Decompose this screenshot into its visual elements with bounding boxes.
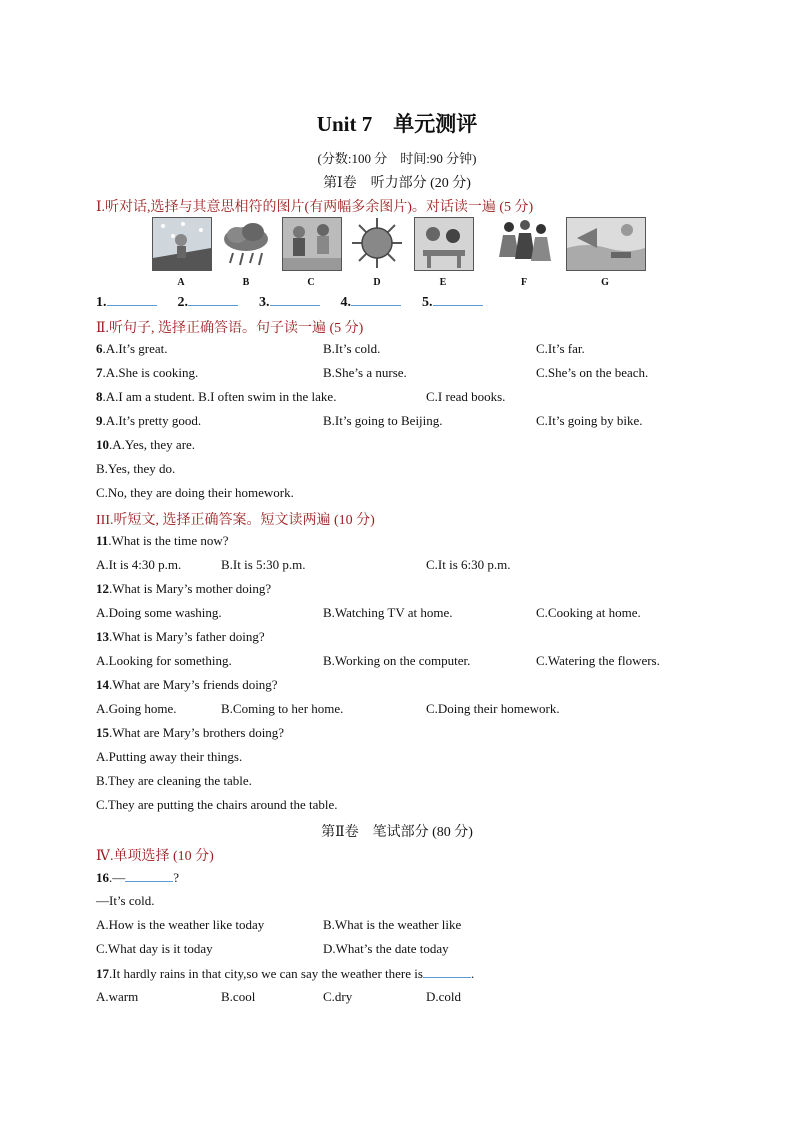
sun-icon xyxy=(348,217,406,269)
question-17-blank[interactable] xyxy=(423,965,471,978)
question-14-option-b: B.Coming to her home. xyxy=(221,701,344,716)
answer-blank-5[interactable] xyxy=(433,293,483,306)
question-9-option-c: C.It’s going by bike. xyxy=(536,413,643,428)
picture-label-b: B xyxy=(242,277,250,288)
question-13-option-b: B.Working on the computer. xyxy=(323,653,471,668)
section-one-heading: Ⅰ.听对话,选择与其意思相符的图片(有两幅多余图片)。对话读一遍 (5 分) xyxy=(96,200,534,215)
question-17-option-a: A.warm xyxy=(96,989,139,1004)
question-17: 17.It hardly rains in that city,so we can say the weather there is . xyxy=(96,966,475,981)
section-three-heading: III.听短文, 选择正确答案。短文读两遍 (10 分) xyxy=(96,513,375,528)
question-12-option-c: C.Cooking at home. xyxy=(536,605,641,620)
question-14-option-a: A.Going home. xyxy=(96,701,177,716)
question-13-option-a: A.Looking for something. xyxy=(96,653,232,668)
question-11-option-b: B.It is 5:30 p.m. xyxy=(221,557,306,572)
question-11-option-a: A.It is 4:30 p.m. xyxy=(96,557,182,572)
question-13: 13.What is Mary’s father doing? xyxy=(96,629,265,644)
question-15-option-c: C.They are putting the chairs around the table. xyxy=(96,797,338,812)
score-time-info: (分数:100 分 时间:90 分钟) xyxy=(317,151,477,166)
part-one-heading: 第Ⅰ卷 听力部分 (20 分) xyxy=(323,176,471,191)
question-10-option-b: B.Yes, they do. xyxy=(96,461,176,476)
question-9: 9.A.It’s pretty good. xyxy=(96,413,202,428)
question-7-option-c: C.She’s on the beach. xyxy=(536,365,649,380)
question-6: 6.A.It’s great. xyxy=(96,341,168,356)
question-6-option-c: C.It’s far. xyxy=(536,341,585,356)
question-8: 8.A.I am a student. B.I often swim in the lake. xyxy=(96,389,337,404)
answer-blank-3[interactable] xyxy=(270,293,320,306)
question-16: 16.— ? xyxy=(96,870,180,885)
rain-cloud-icon xyxy=(217,217,275,269)
question-12: 12.What is Mary’s mother doing? xyxy=(96,581,272,596)
question-16-option-c: C.What day is it today xyxy=(96,941,213,956)
question-16-option-a: A.How is the weather like today xyxy=(96,917,265,932)
snow-scene-icon xyxy=(152,217,212,271)
question-11-option-c: C.It is 6:30 p.m. xyxy=(426,557,511,572)
question-12-option-b: B.Watching TV at home. xyxy=(323,605,453,620)
beach-icon xyxy=(566,217,646,271)
part-two-heading: 第Ⅱ卷 笔试部分 (80 分) xyxy=(321,825,473,840)
picture-label-d: D xyxy=(373,277,381,288)
question-10: 10.A.Yes, they are. xyxy=(96,437,196,452)
answer-blanks-row: 1. 2. 3. 4. 5. xyxy=(96,293,483,311)
question-15-option-b: B.They are cleaning the table. xyxy=(96,773,252,788)
question-16-option-d: D.What’s the date today xyxy=(323,941,449,956)
question-16-reply: —It’s cold. xyxy=(96,893,155,908)
section-two-heading: Ⅱ.听句子, 选择正确答语。句子读一遍 (5 分) xyxy=(96,321,364,336)
question-17-option-d: D.cold xyxy=(426,989,462,1004)
question-14-option-c: C.Doing their homework. xyxy=(426,701,560,716)
question-15: 15.What are Mary’s brothers doing? xyxy=(96,725,285,740)
question-14: 14.What are Mary’s friends doing? xyxy=(96,677,278,692)
question-15-option-a: A.Putting away their things. xyxy=(96,749,243,764)
picture-label-g: G xyxy=(601,277,609,288)
question-10-option-c: C.No, they are doing their homework. xyxy=(96,485,294,500)
picture-label-f: F xyxy=(520,277,528,288)
picture-label-e: E xyxy=(439,277,447,288)
answer-blank-2[interactable] xyxy=(188,293,238,306)
kids-eating-icon xyxy=(414,217,474,271)
children-playing-icon xyxy=(282,217,342,271)
question-9-option-b: B.It’s going to Beijing. xyxy=(323,413,443,428)
question-7-option-b: B.She’s a nurse. xyxy=(323,365,407,380)
question-7: 7.A.She is cooking. xyxy=(96,365,199,380)
question-6-option-b: B.It’s cold. xyxy=(323,341,381,356)
question-8-option-c: C.I read books. xyxy=(426,389,506,404)
question-13-option-c: C.Watering the flowers. xyxy=(536,653,660,668)
question-16-option-b: B.What is the weather like xyxy=(323,917,462,932)
picture-label-c: C xyxy=(307,277,315,288)
question-17-option-c: C.dry xyxy=(323,989,353,1004)
answer-blank-1[interactable] xyxy=(107,293,157,306)
question-17-option-b: B.cool xyxy=(221,989,256,1004)
page-title: Unit 7 单元测评 xyxy=(316,112,478,136)
question-16-blank[interactable] xyxy=(125,869,173,882)
section-four-heading: Ⅳ.单项选择 (10 分) xyxy=(96,849,214,864)
people-dancing-icon xyxy=(495,217,553,269)
picture-label-a: A xyxy=(177,277,185,288)
answer-blank-4[interactable] xyxy=(351,293,401,306)
question-11: 11.What is the time now? xyxy=(96,533,229,548)
question-12-option-a: A.Doing some washing. xyxy=(96,605,222,620)
